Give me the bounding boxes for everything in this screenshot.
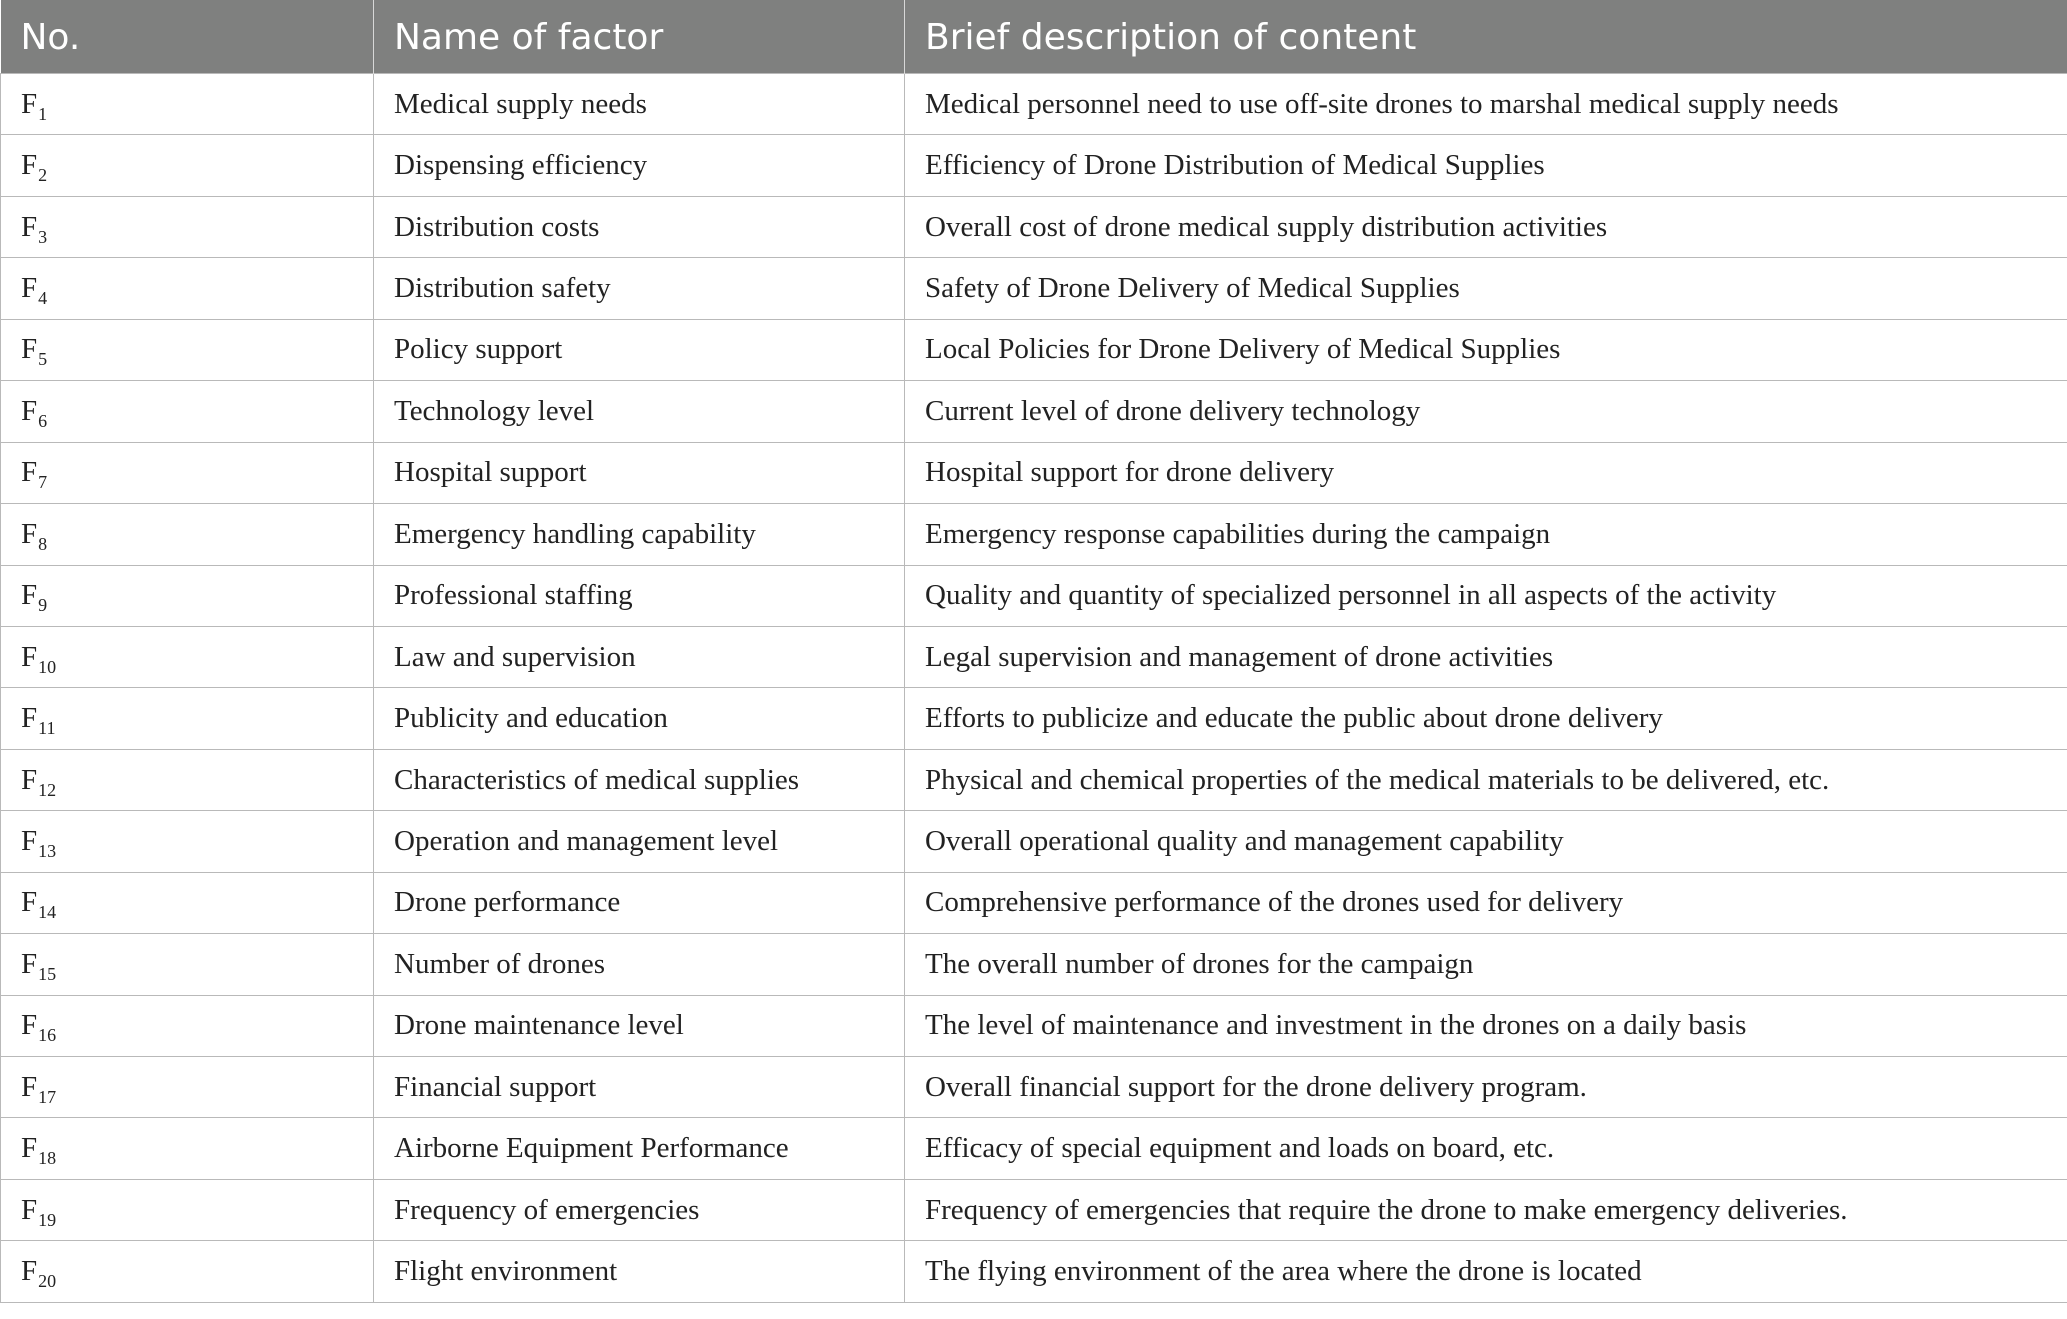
table-header	[1, 1, 2067, 74]
factor-description: Safety of Drone Delivery of Medical Supplies	[905, 258, 2067, 319]
factor-description: Efficiency of Drone Distribution of Medical Supplies	[905, 135, 2067, 196]
factor-id-subscript: 8	[38, 533, 48, 554]
factor-number	[1, 74, 374, 135]
table-row	[1, 74, 2067, 135]
factor-description: The overall number of drones for the campaign	[905, 934, 2067, 995]
table-row	[1, 381, 2067, 442]
factor-id-subscript: 2	[38, 165, 48, 186]
factor-number	[1, 381, 374, 442]
factor-id-subscript: 16	[38, 1025, 57, 1046]
factor-name: Distribution costs	[374, 196, 905, 257]
factor-name: Professional staffing	[374, 565, 905, 626]
factor-name: Flight environment	[374, 1241, 905, 1302]
factor-name: Drone maintenance level	[374, 995, 905, 1056]
factor-id-subscript: 6	[38, 410, 48, 431]
factor-id-letter: F	[21, 272, 38, 305]
factor-name: Hospital support	[374, 442, 905, 503]
factor-id-subscript: 11	[38, 718, 56, 739]
factor-description: The level of maintenance and investment in the drones on a daily basis	[905, 995, 2067, 1056]
factor-id-subscript: 12	[38, 779, 57, 800]
factor-number	[1, 196, 374, 257]
factor-number	[1, 811, 374, 872]
table-row	[1, 504, 2067, 565]
table-row	[1, 319, 2067, 380]
factor-id-letter: F	[21, 824, 38, 857]
factor-name: Policy support	[374, 319, 905, 380]
factor-id-subscript: 5	[38, 349, 48, 370]
factor-name: Drone performance	[374, 872, 905, 933]
factor-name: Publicity and education	[374, 688, 905, 749]
factor-id-letter: F	[21, 394, 38, 427]
factor-number	[1, 504, 374, 565]
factor-id-subscript: 9	[38, 595, 48, 616]
header-row	[1, 1, 2067, 74]
factor-name: Airborne Equipment Performance	[374, 1118, 905, 1179]
factor-id-subscript: 20	[38, 1271, 57, 1292]
factor-name: Law and supervision	[374, 626, 905, 687]
table-row	[1, 135, 2067, 196]
table-row	[1, 1118, 2067, 1179]
table-row	[1, 565, 2067, 626]
table-row	[1, 1057, 2067, 1118]
factor-number	[1, 626, 374, 687]
factor-number	[1, 1118, 374, 1179]
table-row	[1, 749, 2067, 810]
factor-id-subscript: 4	[38, 288, 48, 309]
table-row	[1, 626, 2067, 687]
factor-id-letter: F	[21, 763, 38, 796]
table-row	[1, 1241, 2067, 1302]
factor-id-subscript: 13	[38, 840, 57, 861]
factor-number	[1, 872, 374, 933]
factor-description: Current level of drone delivery technology	[905, 381, 2067, 442]
factor-id-letter: F	[21, 640, 38, 673]
factor-description: Quality and quantity of specialized personnel in all aspects of the activity	[905, 565, 2067, 626]
factor-description: Efficacy of special equipment and loads on board, etc.	[905, 1118, 2067, 1179]
factor-id-letter: F	[21, 1009, 38, 1042]
factor-id-letter: F	[21, 1255, 38, 1288]
factor-name: Operation and management level	[374, 811, 905, 872]
table-row	[1, 934, 2067, 995]
factor-id-subscript: 1	[38, 103, 48, 124]
factor-id-letter: F	[21, 1132, 38, 1165]
factor-number	[1, 258, 374, 319]
factor-description: Overall operational quality and management capability	[905, 811, 2067, 872]
factor-id-subscript: 10	[38, 656, 57, 677]
factor-description: Efforts to publicize and educate the public about drone delivery	[905, 688, 2067, 749]
factor-description: Comprehensive performance of the drones used for delivery	[905, 872, 2067, 933]
factor-id-letter: F	[21, 333, 38, 366]
factor-name: Technology level	[374, 381, 905, 442]
factor-name: Emergency handling capability	[374, 504, 905, 565]
factor-id-letter: F	[21, 456, 38, 489]
table-body	[1, 74, 2067, 1303]
factor-id-letter: F	[21, 1070, 38, 1103]
factor-description: Legal supervision and management of drone activities	[905, 626, 2067, 687]
header-no: No.	[1, 1, 374, 74]
factor-id-letter: F	[21, 947, 38, 980]
factor-id-subscript: 14	[38, 902, 57, 923]
table-row	[1, 811, 2067, 872]
factor-name: Financial support	[374, 1057, 905, 1118]
factor-id-subscript: 17	[38, 1086, 57, 1107]
factor-description: Overall financial support for the drone delivery program.	[905, 1057, 2067, 1118]
factor-id-letter: F	[21, 517, 38, 550]
factor-id-letter: F	[21, 210, 38, 243]
factor-name: Medical supply needs	[374, 74, 905, 135]
factor-id-letter: F	[21, 579, 38, 612]
table-row	[1, 258, 2067, 319]
factor-number	[1, 749, 374, 810]
factor-name: Distribution safety	[374, 258, 905, 319]
table-row	[1, 1179, 2067, 1240]
factor-number	[1, 135, 374, 196]
factor-name: Dispensing efficiency	[374, 135, 905, 196]
factor-number	[1, 934, 374, 995]
factor-id-subscript: 15	[38, 963, 57, 984]
table-row	[1, 872, 2067, 933]
factor-description: The flying environment of the area where the drone is located	[905, 1241, 2067, 1302]
factor-name: Characteristics of medical supplies	[374, 749, 905, 810]
factor-id-subscript: 3	[38, 226, 48, 247]
factor-id-letter: F	[21, 87, 38, 120]
table-row	[1, 442, 2067, 503]
factor-number	[1, 442, 374, 503]
factor-name: Number of drones	[374, 934, 905, 995]
factor-name: Frequency of emergencies	[374, 1179, 905, 1240]
factor-number	[1, 319, 374, 380]
table-row	[1, 995, 2067, 1056]
factor-description: Emergency response capabilities during the campaign	[905, 504, 2067, 565]
factor-description: Local Policies for Drone Delivery of Medical Supplies	[905, 319, 2067, 380]
factor-description: Hospital support for drone delivery	[905, 442, 2067, 503]
factor-description: Overall cost of drone medical supply distribution activities	[905, 196, 2067, 257]
factor-number	[1, 995, 374, 1056]
header-name-of-factor: Name of factor	[374, 1, 905, 74]
factor-id-letter: F	[21, 1193, 38, 1226]
table-row	[1, 196, 2067, 257]
factor-id-subscript: 7	[38, 472, 48, 493]
factor-description: Physical and chemical properties of the medical materials to be delivered, etc.	[905, 749, 2067, 810]
factor-number	[1, 688, 374, 749]
factor-number	[1, 1057, 374, 1118]
factor-number	[1, 1179, 374, 1240]
factor-description: Medical personnel need to use off-site drones to marshal medical supply needs	[905, 74, 2067, 135]
table-row	[1, 688, 2067, 749]
factor-id-letter: F	[21, 886, 38, 919]
header-brief-description: Brief description of content	[905, 1, 2067, 74]
factor-number	[1, 565, 374, 626]
factor-id-subscript: 18	[38, 1148, 57, 1169]
factor-id-letter: F	[21, 702, 38, 735]
factor-number	[1, 1241, 374, 1302]
factor-description: Frequency of emergencies that require the drone to make emergency deliveries.	[905, 1179, 2067, 1240]
factor-id-letter: F	[21, 149, 38, 182]
factor-id-subscript: 19	[38, 1209, 57, 1230]
